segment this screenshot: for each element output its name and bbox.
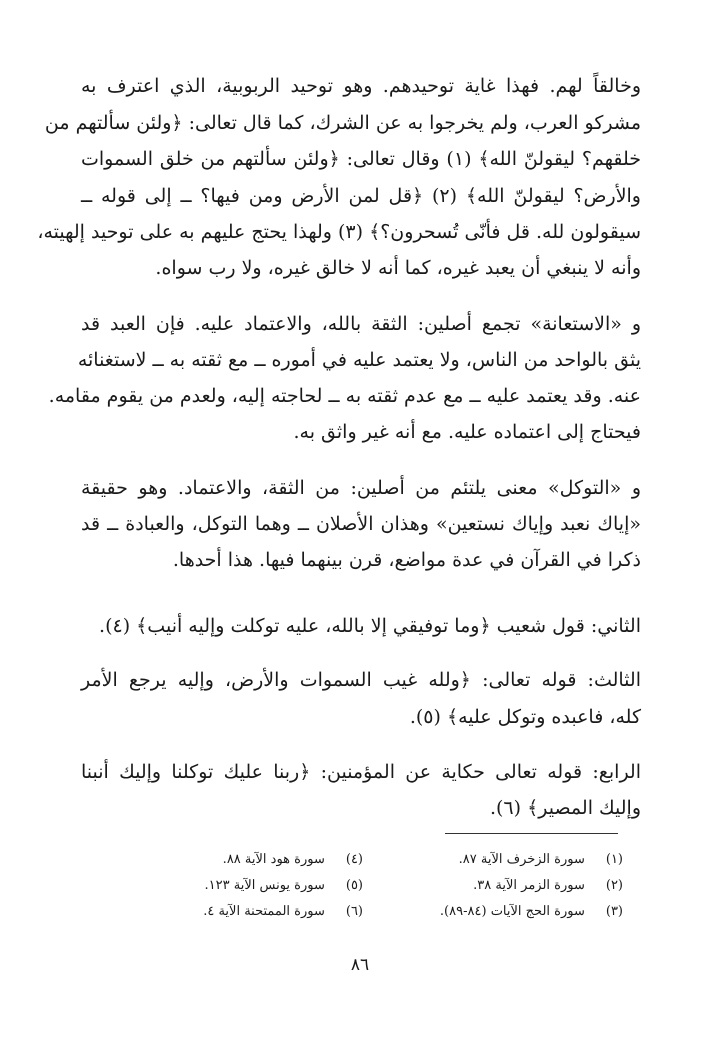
footnote (173, 849, 363, 871)
footnote-number: (٣) (605, 904, 623, 919)
text-line: ذكرا في القرآن في عدة مواضع، قرن بينهما فيها. هذا أحدها. (172, 549, 641, 571)
text-line: الرابع: قوله تعالى حكاية عن المؤمنين: ﴿ربنا عليك توكلنا وإليك أنبنا (81, 761, 641, 783)
text-line: الثالث: قوله تعالى: ﴿ولله غيب السموات والأرض، وإليه يرجع الأمر (81, 669, 641, 691)
text-line: و «التوكل» معنى يلتئم من أصلين: من الثقة، والاعتماد. وهو حقيقة (81, 477, 641, 499)
footnote-text: سورة الممتحنة الآية ٤. (203, 904, 325, 919)
text-line: والأرض؟ ليقولنّ الله﴾ (٢) ﴿قل لمن الأرض ومن فيها؟ ــ إلى قوله ــ (81, 185, 641, 207)
text-line: خلقهم؟ ليقولنّ الله﴾ (١) وقال تعالى: ﴿ولئن سألتهم من خلق السموات (81, 148, 642, 170)
footnote-text: سورة هود الآية ٨٨. (222, 852, 325, 867)
text-line: الثاني: قول شعيب ﴿وما توفيقي إلا بالله، عليه توكلت وإليه أنيب﴾ (٤). (99, 615, 641, 637)
footnote-text: سورة الزخرف الآية ٨٧. (458, 852, 585, 867)
footnote-text: سورة يونس الآية ١٢٣. (204, 878, 325, 893)
text-line: سيقولون لله. قل فأنّى تُسحرون؟﴾ (٣) ولهذا يحتج عليهم به على توحيد إلهيته، (37, 221, 641, 243)
footnote-number: (٤) (345, 852, 363, 867)
text-line: وأنه لا ينبغي أن يعبد غيره، كما أنه لا خالق غيره، ولا رب سواه. (155, 257, 641, 279)
text-line: كله، فاعبده وتوكل عليه﴾ (٥). (409, 706, 641, 728)
text-line: يثق بالواحد من الناس، ولا يعتمد عليه في أموره ــ مع ثقته به ــ لاستغنائه (77, 349, 641, 371)
footnote-number: (٦) (345, 904, 363, 919)
footnote (393, 875, 623, 897)
footnote (393, 849, 623, 871)
footnote (173, 901, 363, 923)
footnote-number: (٥) (345, 878, 363, 893)
footnote-divider (445, 833, 618, 834)
text-line: «إياك نعبد وإياك نستعين» وهذان الأصلان ــ وهما التوكل، والعبادة ــ قد (81, 513, 641, 535)
text-line: و «الاستعانة» تجمع أصلين: الثقة بالله، والاعتماد عليه. فإن العبد قد (81, 313, 641, 335)
text-line: عنه. وقد يعتمد عليه ــ مع عدم ثقته به ــ لحاجته إليه، ولعدم من يقوم مقامه. (48, 385, 641, 407)
text-line: مشركو العرب، ولم يخرجوا به عن الشرك، كما قال تعالى: ﴿ولئن سألتهم من (44, 112, 641, 134)
footnote-number: (١) (605, 852, 623, 867)
footnote (393, 901, 623, 923)
footnote-text: سورة الزمر الآية ٣٨. (473, 878, 585, 893)
footnote-number: (٢) (605, 878, 623, 893)
text-line: وإليك المصير﴾ (٦). (489, 797, 641, 819)
page-number: ٨٦ (350, 955, 370, 975)
text-line: وخالقاً لهم. فهذا غاية توحيدهم. وهو توحيد الربوبية، الذي اعترف به (81, 75, 641, 97)
text-line: فيحتاج إلى اعتماده عليه. مع أنه غير واثق به. (293, 421, 641, 443)
footnote (173, 875, 363, 897)
footnote-text: سورة الحج الآيات (٨٤-٨٩). (439, 904, 585, 919)
